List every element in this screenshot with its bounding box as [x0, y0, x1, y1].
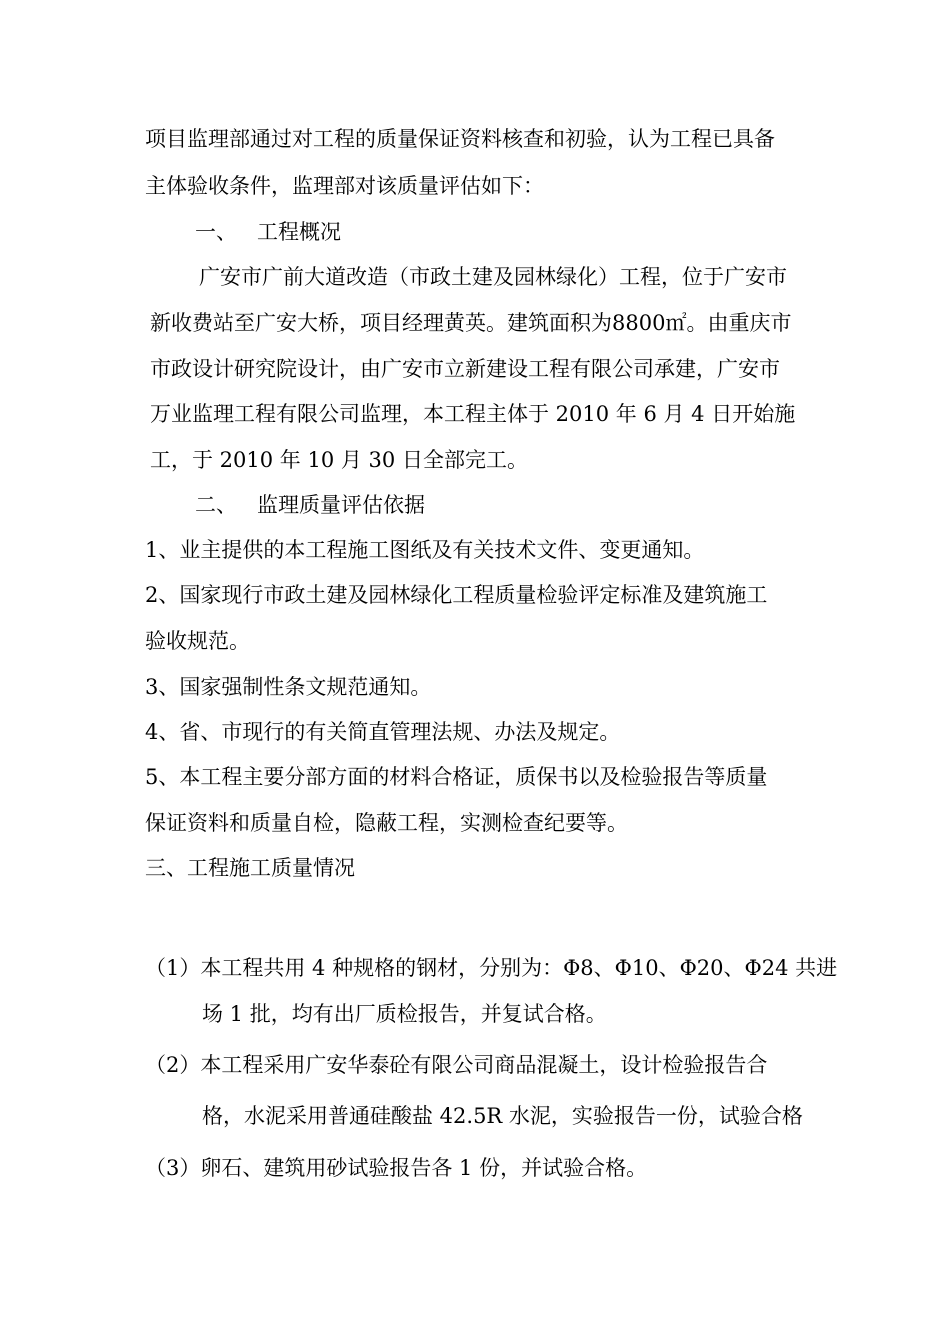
section3-item-3: （3）卵石、建筑用砂试验报告各 1 份，并试验合格。	[145, 1156, 648, 1180]
section1-line-4: 万业监理工程有限公司监理，本工程主体于 2010 年 6 月 4 日开始施	[150, 402, 796, 426]
section1-line-2: 新收费站至广安大桥，项目经理黄英。建筑面积为8800㎡。由重庆市	[150, 311, 792, 335]
section3-item-2-cont: 格，水泥采用普通硅酸盐 42.5R 水泥，实验报告一份，试验合格	[202, 1104, 803, 1128]
section2-line-3: 验收规范。	[145, 629, 250, 653]
section1-line-5: 工，于 2010 年 10 月 30 日全部完工。	[150, 448, 528, 472]
section2-line-4: 3、国家强制性条文规范通知。	[145, 675, 432, 699]
section2-line-7: 保证资料和质量自检，隐蔽工程，实测检查纪要等。	[145, 811, 628, 835]
section1-line-1: 广安市广前大道改造（市政土建及园林绿化）工程，位于广安市	[199, 265, 787, 289]
section2-line-5: 4、省、市现行的有关简直管理法规、办法及规定。	[145, 720, 621, 744]
section3-heading: 三、工程施工质量情况	[145, 856, 355, 880]
section1-heading: 一、 工程概况	[195, 220, 342, 244]
section2-heading: 二、 监理质量评估依据	[195, 493, 426, 517]
section3-item-1-cont: 场 1 批，均有出厂质检报告，并复试合格。	[202, 1002, 607, 1026]
intro-line-2: 主体验收条件，监理部对该质量评估如下：	[145, 174, 544, 198]
section2-line-2: 2、国家现行市政土建及园林绿化工程质量检验评定标准及建筑施工	[145, 583, 768, 607]
section1-line-3: 市政设计研究院设计，由广安市立新建设工程有限公司承建，广安市	[150, 357, 780, 381]
intro-line-1: 项目监理部通过对工程的质量保证资料核查和初验，认为工程已具备	[145, 127, 775, 151]
section2-line-1: 1、业主提供的本工程施工图纸及有关技术文件、变更通知。	[145, 538, 705, 562]
section2-line-6: 5、本工程主要分部方面的材料合格证，质保书以及检验报告等质量	[145, 765, 768, 789]
section3-item-1: （1）本工程共用 4 种规格的钢材，分别为：Φ8、Φ10、Φ20、Φ24 共进	[145, 956, 838, 980]
section3-item-2: （2）本工程采用广安华泰砼有限公司商品混凝土，设计检验报告合	[145, 1053, 768, 1077]
